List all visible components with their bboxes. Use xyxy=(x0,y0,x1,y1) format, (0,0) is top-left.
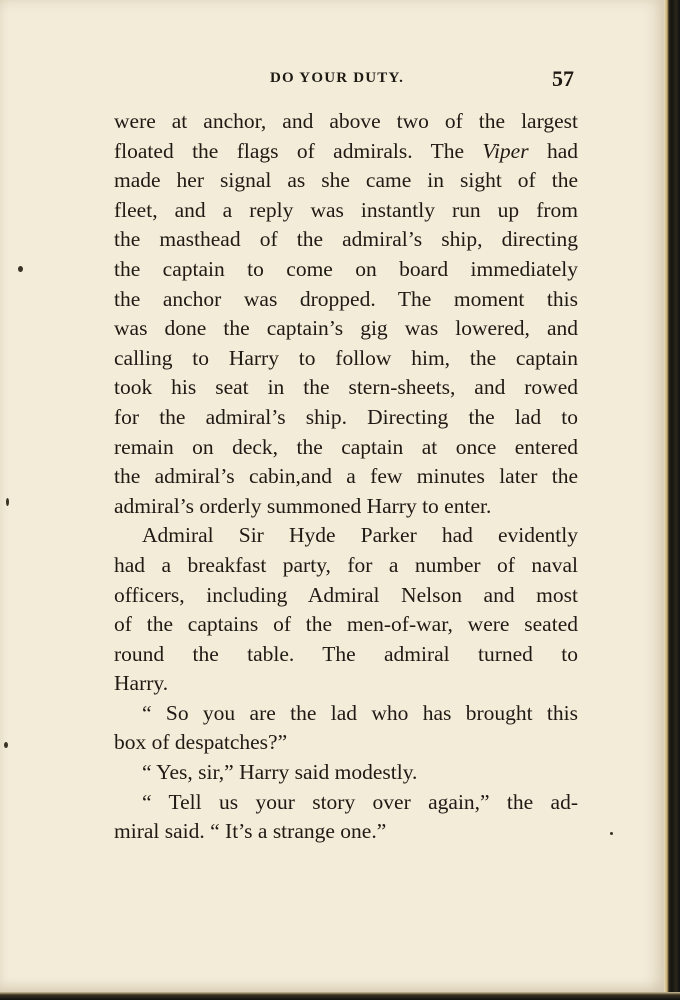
text-line: officers, including Admiral Nelson and most xyxy=(114,582,578,607)
text-line: the captain to come on board immediately xyxy=(114,256,578,281)
text-line: box of despatches?” xyxy=(114,730,288,755)
text-line: “ So you are the lad who has brought this xyxy=(142,700,578,725)
text-line: of the captains of the men-of-war, were seated xyxy=(114,612,578,637)
book-spine-edge xyxy=(664,0,680,1000)
text-line: miral said. “ It’s a strange one.” xyxy=(114,819,387,844)
text-line: “ Yes, sir,” Harry said modestly. xyxy=(142,760,418,785)
text-line: took his seat in the stern-sheets, and rowed xyxy=(114,375,578,400)
text-line-end: had xyxy=(528,138,579,163)
text-line: “ Tell us your story over again,” the ad- xyxy=(142,789,578,814)
running-head xyxy=(0,66,664,96)
text-line: made her signal as she came in sight of the xyxy=(114,168,578,193)
text-line: calling to Harry to follow him, the captain xyxy=(114,345,578,370)
text-line: remain on deck, the captain at once entered xyxy=(114,434,578,459)
ink-speck xyxy=(6,498,9,506)
text-line xyxy=(114,137,578,167)
text-line: Admiral Sir Hyde Parker had evidently xyxy=(142,523,578,548)
text-line: round the table. The admiral turned to xyxy=(114,641,578,666)
ink-speck xyxy=(610,832,613,835)
page-number: 57 xyxy=(552,66,574,91)
text-line: admiral’s orderly summoned Harry to enter. xyxy=(114,493,492,518)
text-line: fleet, and a reply was instantly run up from xyxy=(114,197,578,222)
text-line: for the admiral’s ship. Directing the lad to xyxy=(114,404,578,429)
page-bottom-edge xyxy=(0,992,680,1000)
ship-name: Viper xyxy=(482,138,529,163)
body-text xyxy=(114,107,578,847)
text-line: were at anchor, and above two of the largest xyxy=(114,109,578,133)
text-line: the masthead of the admiral’s ship, directing xyxy=(114,227,578,252)
ink-speck xyxy=(18,266,23,272)
text-line: had a breakfast party, for a number of naval xyxy=(114,552,578,577)
text-line: the anchor was dropped. The moment this xyxy=(114,286,578,311)
ink-speck xyxy=(4,742,8,748)
running-head-title: DO YOUR DUTY. xyxy=(270,70,405,86)
text-line: the admiral’s cabin,and a few minutes later the xyxy=(114,464,578,489)
text-line: was done the captain’s gig was lowered, and xyxy=(114,316,578,341)
text-line-start: floated the flags of admirals. The xyxy=(114,138,483,163)
text-line: Harry. xyxy=(114,671,169,696)
